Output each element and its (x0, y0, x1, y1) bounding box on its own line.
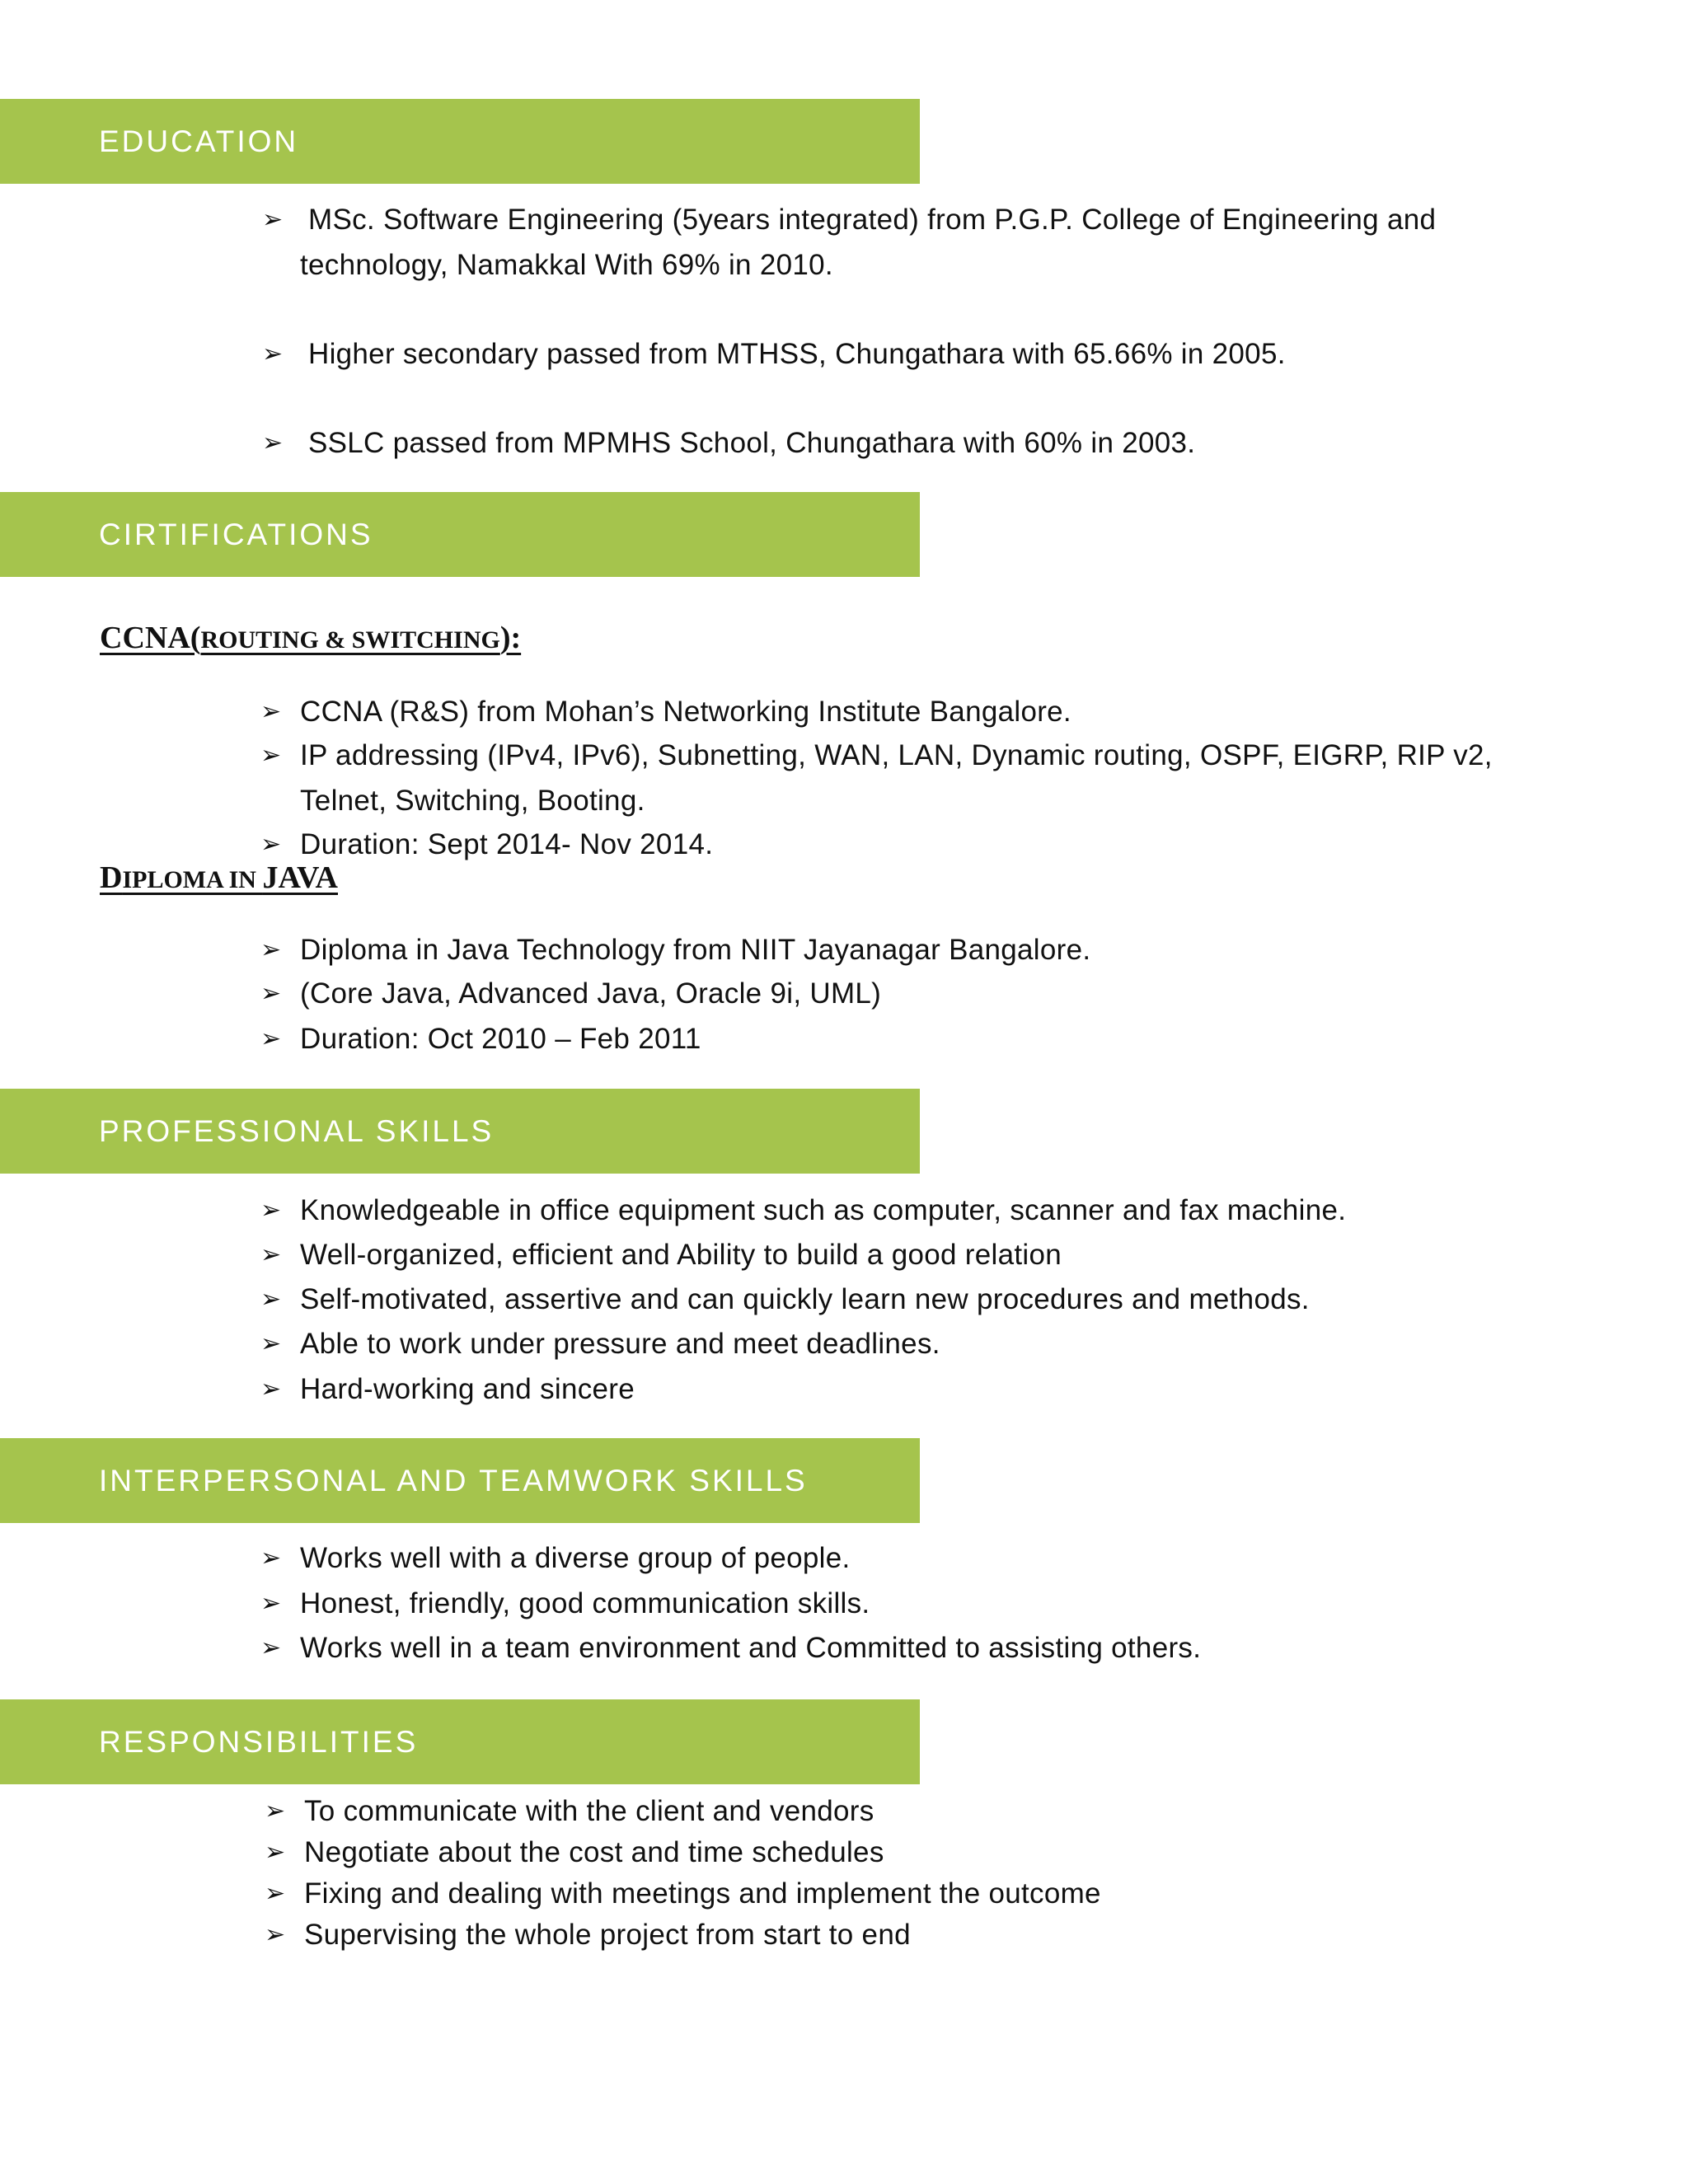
list-item: ➢ Well-organized, efficient and Ability to build a good relation (300, 1232, 1062, 1277)
arrow-bullet-icon: ➢ (265, 1797, 286, 1825)
arrow-bullet-icon: ➢ (260, 980, 282, 1007)
list-item: ➢ Hard-working and sincere (300, 1366, 635, 1412)
list-item-continuation: technology, Namakkal With 69% in 2010. (300, 249, 833, 281)
list-item: ➢ Duration: Sept 2014- Nov 2014. (300, 822, 713, 867)
list-item: ➢ Honest, friendly, good communication skills. (300, 1581, 870, 1626)
arrow-bullet-icon: ➢ (260, 1590, 282, 1617)
list-item: ➢ Higher secondary passed from MTHSS, Chungathara with 65.66% in 2005. (308, 331, 1286, 377)
arrow-bullet-icon: ➢ (265, 1839, 286, 1866)
list-item: ➢ SSLC passed from MPMHS School, Chungathara with 60% in 2003. (308, 420, 1195, 466)
arrow-bullet-icon: ➢ (260, 1025, 282, 1052)
list-item: ➢ Fixing and dealing with meetings and implement the outcome (304, 1873, 1101, 1915)
section-title-certifications: CIRTIFICATIONS (99, 517, 373, 551)
list-item: ➢ CCNA (R&S) from Mohan’s Networking Institute Bangalore. (300, 689, 1071, 734)
list-item: ➢ Works well in a team environment and Committed to assisting others. (300, 1625, 1201, 1671)
arrow-bullet-icon: ➢ (260, 698, 282, 725)
subheading-java: DIPLOMA IN JAVA (100, 860, 338, 895)
arrow-bullet-icon: ➢ (262, 206, 284, 233)
section-band-professional-skills (0, 1089, 920, 1174)
section-title-professional-skills: PROFESSIONAL SKILLS (99, 1113, 495, 1148)
arrow-bullet-icon: ➢ (265, 1921, 286, 1948)
list-item: ➢ MSc. Software Engineering (5years integrated) from P.G.P. College of Engineering and (308, 197, 1436, 242)
section-title-education: EDUCATION (99, 124, 299, 158)
arrow-bullet-icon: ➢ (260, 1634, 282, 1661)
arrow-bullet-icon: ➢ (260, 1376, 282, 1403)
list-item: ➢ Works well with a diverse group of people. (300, 1535, 851, 1581)
list-item: ➢ Self-motivated, assertive and can quickly learn new procedures and methods. (300, 1277, 1310, 1322)
list-item: ➢ To communicate with the client and vendors (304, 1791, 874, 1832)
section-title-responsibilities: RESPONSIBILITIES (99, 1724, 419, 1759)
arrow-bullet-icon: ➢ (260, 742, 282, 769)
list-item: ➢ IP addressing (IPv4, IPv6), Subnetting, WAN, LAN, Dynamic routing, OSPF, EIGRP, RIP v2, (300, 733, 1493, 778)
arrow-bullet-icon: ➢ (260, 1544, 282, 1572)
section-title-interpersonal: INTERPERSONAL AND TEAMWORK SKILLS (99, 1463, 808, 1497)
section-band-interpersonal (0, 1438, 920, 1523)
list-item: ➢ Negotiate about the cost and time schedules (304, 1832, 884, 1873)
section-band-education (0, 99, 920, 184)
arrow-bullet-icon: ➢ (265, 1880, 286, 1907)
arrow-bullet-icon: ➢ (260, 1197, 282, 1224)
arrow-bullet-icon: ➢ (262, 429, 284, 457)
list-item-continuation: Telnet, Switching, Booting. (300, 785, 645, 817)
list-item: ➢ Knowledgeable in office equipment such as computer, scanner and fax machine. (300, 1188, 1346, 1233)
arrow-bullet-icon: ➢ (260, 1330, 282, 1357)
subheading-ccna: CCNA(ROUTING & SWITCHING): (100, 621, 522, 655)
arrow-bullet-icon: ➢ (260, 936, 282, 963)
arrow-bullet-icon: ➢ (260, 831, 282, 858)
list-item: ➢ (Core Java, Advanced Java, Oracle 9i, UML) (300, 971, 881, 1016)
arrow-bullet-icon: ➢ (260, 1286, 282, 1313)
section-band-certifications (0, 492, 920, 577)
list-item: ➢ Duration: Oct 2010 – Feb 2011 (300, 1016, 701, 1062)
section-band-responsibilities (0, 1699, 920, 1784)
arrow-bullet-icon: ➢ (260, 1241, 282, 1268)
list-item: ➢ Supervising the whole project from start to end (304, 1915, 911, 1956)
list-item: ➢ Able to work under pressure and meet deadlines. (300, 1321, 940, 1366)
arrow-bullet-icon: ➢ (262, 340, 284, 368)
list-item: ➢ Diploma in Java Technology from NIIT Jayanagar Bangalore. (300, 927, 1090, 972)
